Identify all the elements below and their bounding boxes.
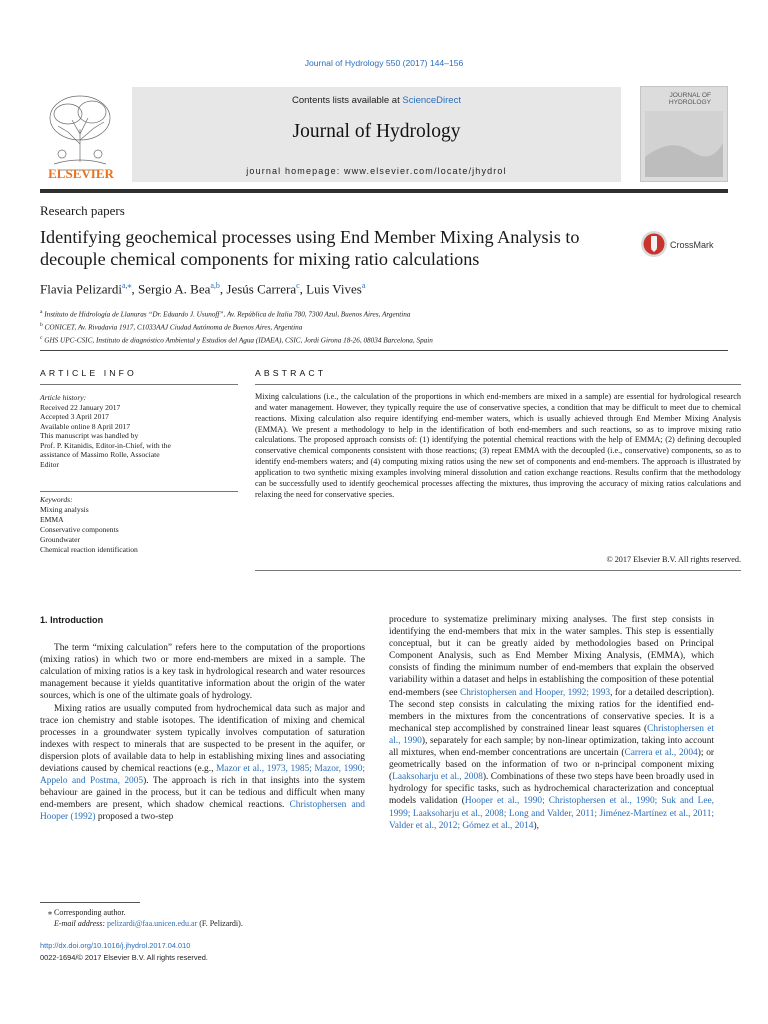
citation-link[interactable]: Hooper et al., 1990; Christophersen et al., 1990; Suk and Lee, 1999; Laaksoharju et al., 2008; Long and Valder, 2011; Jiménez-Martínez et al., 2011; Valder et al., 2012; Gómez et al., 2014 [389, 796, 714, 831]
keyword: Conservative components [40, 525, 119, 535]
journal-title: Journal of Hydrology [292, 121, 461, 142]
affiliation-mark: b [40, 321, 43, 328]
affiliation-text: CONICET, Av. Rivadavia 1917, C1033AAJ Ciudad Autónoma de Buenos Aires, Argentina [44, 323, 303, 332]
keywords-list [40, 495, 240, 556]
author-affil-mark[interactable]: c [296, 281, 300, 290]
citation-link[interactable]: Christophersen and Hooper (1992) [40, 800, 365, 823]
affiliation [40, 333, 433, 346]
author-name[interactable]: Flavia Pelizardi [40, 281, 122, 297]
abstract-bottom-rule [255, 570, 741, 571]
abstract-heading: ABSTRACT [255, 368, 327, 378]
author-affil-mark[interactable]: a [361, 281, 366, 290]
elsevier-logo[interactable] [40, 84, 122, 180]
keyword: Chemical reaction identification [40, 545, 138, 555]
sciencedirect-link[interactable]: ScienceDirect [402, 95, 461, 106]
paragraph-text: Mixing ratios are usually computed from hydrochemical data such as major and trace ion chemistry and stable isotopes. The identification of mixing and chemical processes in a groundwater system typically involves computation of saturation indexes with respect to minerals that are suspected to be present in the aquifer, or dispersion plots of available data to help in establishing mixing lines and associating deviations caused by chemical reactions (e.g., [40, 703, 365, 775]
svg-text:ELSEVIER: ELSEVIER [48, 166, 114, 180]
history-line: Editor [40, 459, 59, 469]
history-line: Received 22 January 2017 [40, 402, 121, 412]
citation-link[interactable]: Christophersen et al., 1990 [389, 723, 714, 746]
body-column-left [40, 614, 365, 824]
history-line: This manuscript was handled by [40, 431, 139, 440]
paragraph-text: ); or geometrically based on the information of two or n-principal component mixing ( [389, 748, 715, 783]
doi-link[interactable]: http://dx.doi.org/10.1016/j.jhydrol.2017.04.010 [40, 941, 191, 950]
abstract-rule [255, 384, 741, 385]
affiliation-mark: a [40, 309, 43, 315]
paragraph [40, 703, 365, 824]
body-column-right [389, 614, 714, 832]
abstract-copyright: © 2017 Elsevier B.V. All rights reserved. [606, 555, 741, 564]
keywords-label: Keywords: [40, 495, 73, 504]
footnote [40, 907, 243, 929]
email-label: E-mail address: [54, 919, 108, 928]
history-line: Prof. P. Kitanidis, Editor-in-Chief, with the [40, 440, 171, 450]
article-history [40, 393, 240, 469]
journal-homepage-link[interactable]: journal homepage: www.elsevier.com/locate/jhydrol [246, 166, 507, 176]
author-name[interactable]: Sergio A. Bea [138, 281, 211, 297]
paragraph-text: ). Combinations of these two steps have been broadly used in hydrology for specific tasks, such as hydrochemical characterization and conceptual models validation ( [389, 772, 714, 807]
affiliation [40, 320, 433, 333]
article-section-label: Research papers [40, 203, 125, 218]
masthead-rule [40, 189, 728, 193]
footnote-rule [40, 902, 140, 903]
keyword: Groundwater [40, 535, 81, 545]
paragraph-text: procedure to systematize preliminary mixing analyses. The first step consists in identifying the end-members that mix in the water samples. This step is essentially conceptual, but it can be greatly aided by methodologies based on Principal Component Analysis, such as End Member Mixing Analysis, (EMMA), which consists of finding the minimum number of end-members that explain the observed variability within a dataset and helps in establishing the composition of these potential end-members (see [389, 615, 714, 698]
keyword: EMMA [40, 515, 64, 525]
article-info-heading: ARTICLE INFO [40, 368, 137, 378]
history-line: Available online 8 April 2017 [40, 421, 131, 431]
affiliation-text: GHS UPC-CSIC, Instituto de diagnóstico Ambiental y Estudios del Agua (IDAEA), CSIC, Jordi Girona 18-26, 08034 Barcelona, Spain [44, 336, 433, 345]
history-line: assistance of Massimo Rolle, Associate [40, 450, 160, 459]
citation-link[interactable]: Mazor et al., 1973, 1985; Mazor, 1990; Appelo and Postma, 2005 [40, 764, 365, 787]
paragraph-text: proposed a two-step [95, 812, 174, 823]
journal-cover-thumbnail[interactable] [640, 86, 728, 182]
affiliation-text: Instituto de Hidrología de Llanuras “Dr. Eduardo J. Usunoff”, Av. República de Italia 780, 7300 Azul, Buenos Aires, Argentina [44, 310, 411, 319]
journal-banner [132, 87, 621, 182]
author-affil-mark[interactable]: a,⁎ [121, 281, 132, 290]
author-affil-mark[interactable]: a,b [210, 281, 220, 290]
cover-title: JOURNAL OF HYDROLOGY [668, 92, 711, 106]
keyword: Mixing analysis [40, 505, 89, 515]
title-rule [40, 350, 728, 351]
journal-citation-link[interactable]: Journal of Hydrology 550 (2017) 144–156 [304, 58, 464, 68]
email-link[interactable]: pelizardi@faa.unicen.edu.ar [107, 919, 198, 928]
paragraph [389, 614, 714, 832]
crossmark-icon [640, 230, 668, 258]
contents-prefix: Contents lists available at [292, 95, 403, 106]
history-line: Accepted 3 April 2017 [40, 412, 109, 421]
paragraph-text: , for a detailed description). The second step consists in calculating the mixing ratios for the identified end-members in the mixtures from the concentrations of conservative species. It is a mechanical step accomplished by constrained linear least squares ( [389, 687, 714, 734]
contents-line [132, 95, 621, 106]
paragraph-text: ). The approach is rich in that insights into the system behaviour are gained in the process, but it can be tedious and difficult when many end-members are present, which shadow chemical reactions. [40, 776, 365, 811]
affiliation-mark: c [40, 334, 43, 341]
paragraph-text: ), [533, 820, 539, 831]
affiliation-list [40, 307, 433, 346]
citation-link[interactable]: Carrera et al., 2004 [624, 748, 698, 759]
paragraph: The term “mixing calculation” refers here to the computation of the proportions (mixing ratios) in which two or more end-members are mixed in a sample. The calculation of mixing ratios is a key task in hydrological research and water resources management because it yields quantitative information about the origin of the water sources, which is one of the ultimate goals of hydrology. [40, 643, 365, 702]
author-name[interactable]: Luis Vives [306, 281, 362, 297]
citation-link[interactable]: Christophersen and Hooper, 1992; 1993 [459, 687, 611, 698]
author-list: Flavia Pelizardi$^{a,⁎}$, Sergio A. Bea$^{a,b}$, Jesús Carrera$^c$, Luis Vives$^a$ [40, 281, 366, 297]
email-suffix: (F. Pelizardi). [197, 919, 243, 928]
crossmark-label: CrossMark [670, 240, 714, 250]
paper-title: Identifying geochemical processes using End Member Mixing Analysis to decouple chemical components for mixing ratio calculations [40, 227, 580, 269]
affiliation [40, 307, 433, 320]
author-name[interactable]: Jesús Carrera [226, 281, 297, 297]
citation-link[interactable]: Laaksoharju et al., 2008 [392, 772, 483, 783]
email-line [40, 918, 243, 929]
cover-art-icon [641, 87, 728, 182]
history-label: Article history: [40, 393, 87, 402]
corresponding-author-note: ⁎ Corresponding author. [48, 908, 126, 917]
section-heading: 1. Introduction [40, 615, 104, 625]
issn-line: 0022-1694/© 2017 Elsevier B.V. All rights reserved. [40, 953, 208, 962]
article-info-rule [40, 384, 238, 385]
elsevier-tree-icon [40, 84, 122, 180]
paragraph-text: ), separately for each sample; by non-linear optimization, taking into account all mixtures, when end-member concentrations are uncertain ( [389, 735, 714, 759]
abstract-text: Mixing calculations (i.e., the calculation of the proportions in which end-members are mixed in a sample) are essential for hydrological research and water management. However, they typically require the use of conservative species, a condition that may be difficult to meet due to chemical reactions. Mixing calculation also require identifying end-member waters, which is usually achieved through End Member Mixing Analysis (EMMA). We present a methodology to help in the identification of both end-members and such reactions, so as to improve mixing ratio calculations. The proposed approach consists of: (1) identifying the potential chemical reactions with the help of EMMA; (2) defining decoupled conservative chemical components consistent with those reactions; (3) repeat EMMA with the decoupled (i.e., conservative) components, so as to identify end-members waters; and (4) computing mixing ratios using the new set of components and end-members. The approach is illustrated by application to two synthetic mixing examples involving mineral dissolution and cation exchange reactions. Results confirm that the methodology can be successfully used to identify geochemical processes affecting the mixtures, thus improving the accuracy of mixing ratios calculations and relaxing the need for conservative species. [255, 392, 741, 499]
keywords-rule [40, 491, 238, 492]
